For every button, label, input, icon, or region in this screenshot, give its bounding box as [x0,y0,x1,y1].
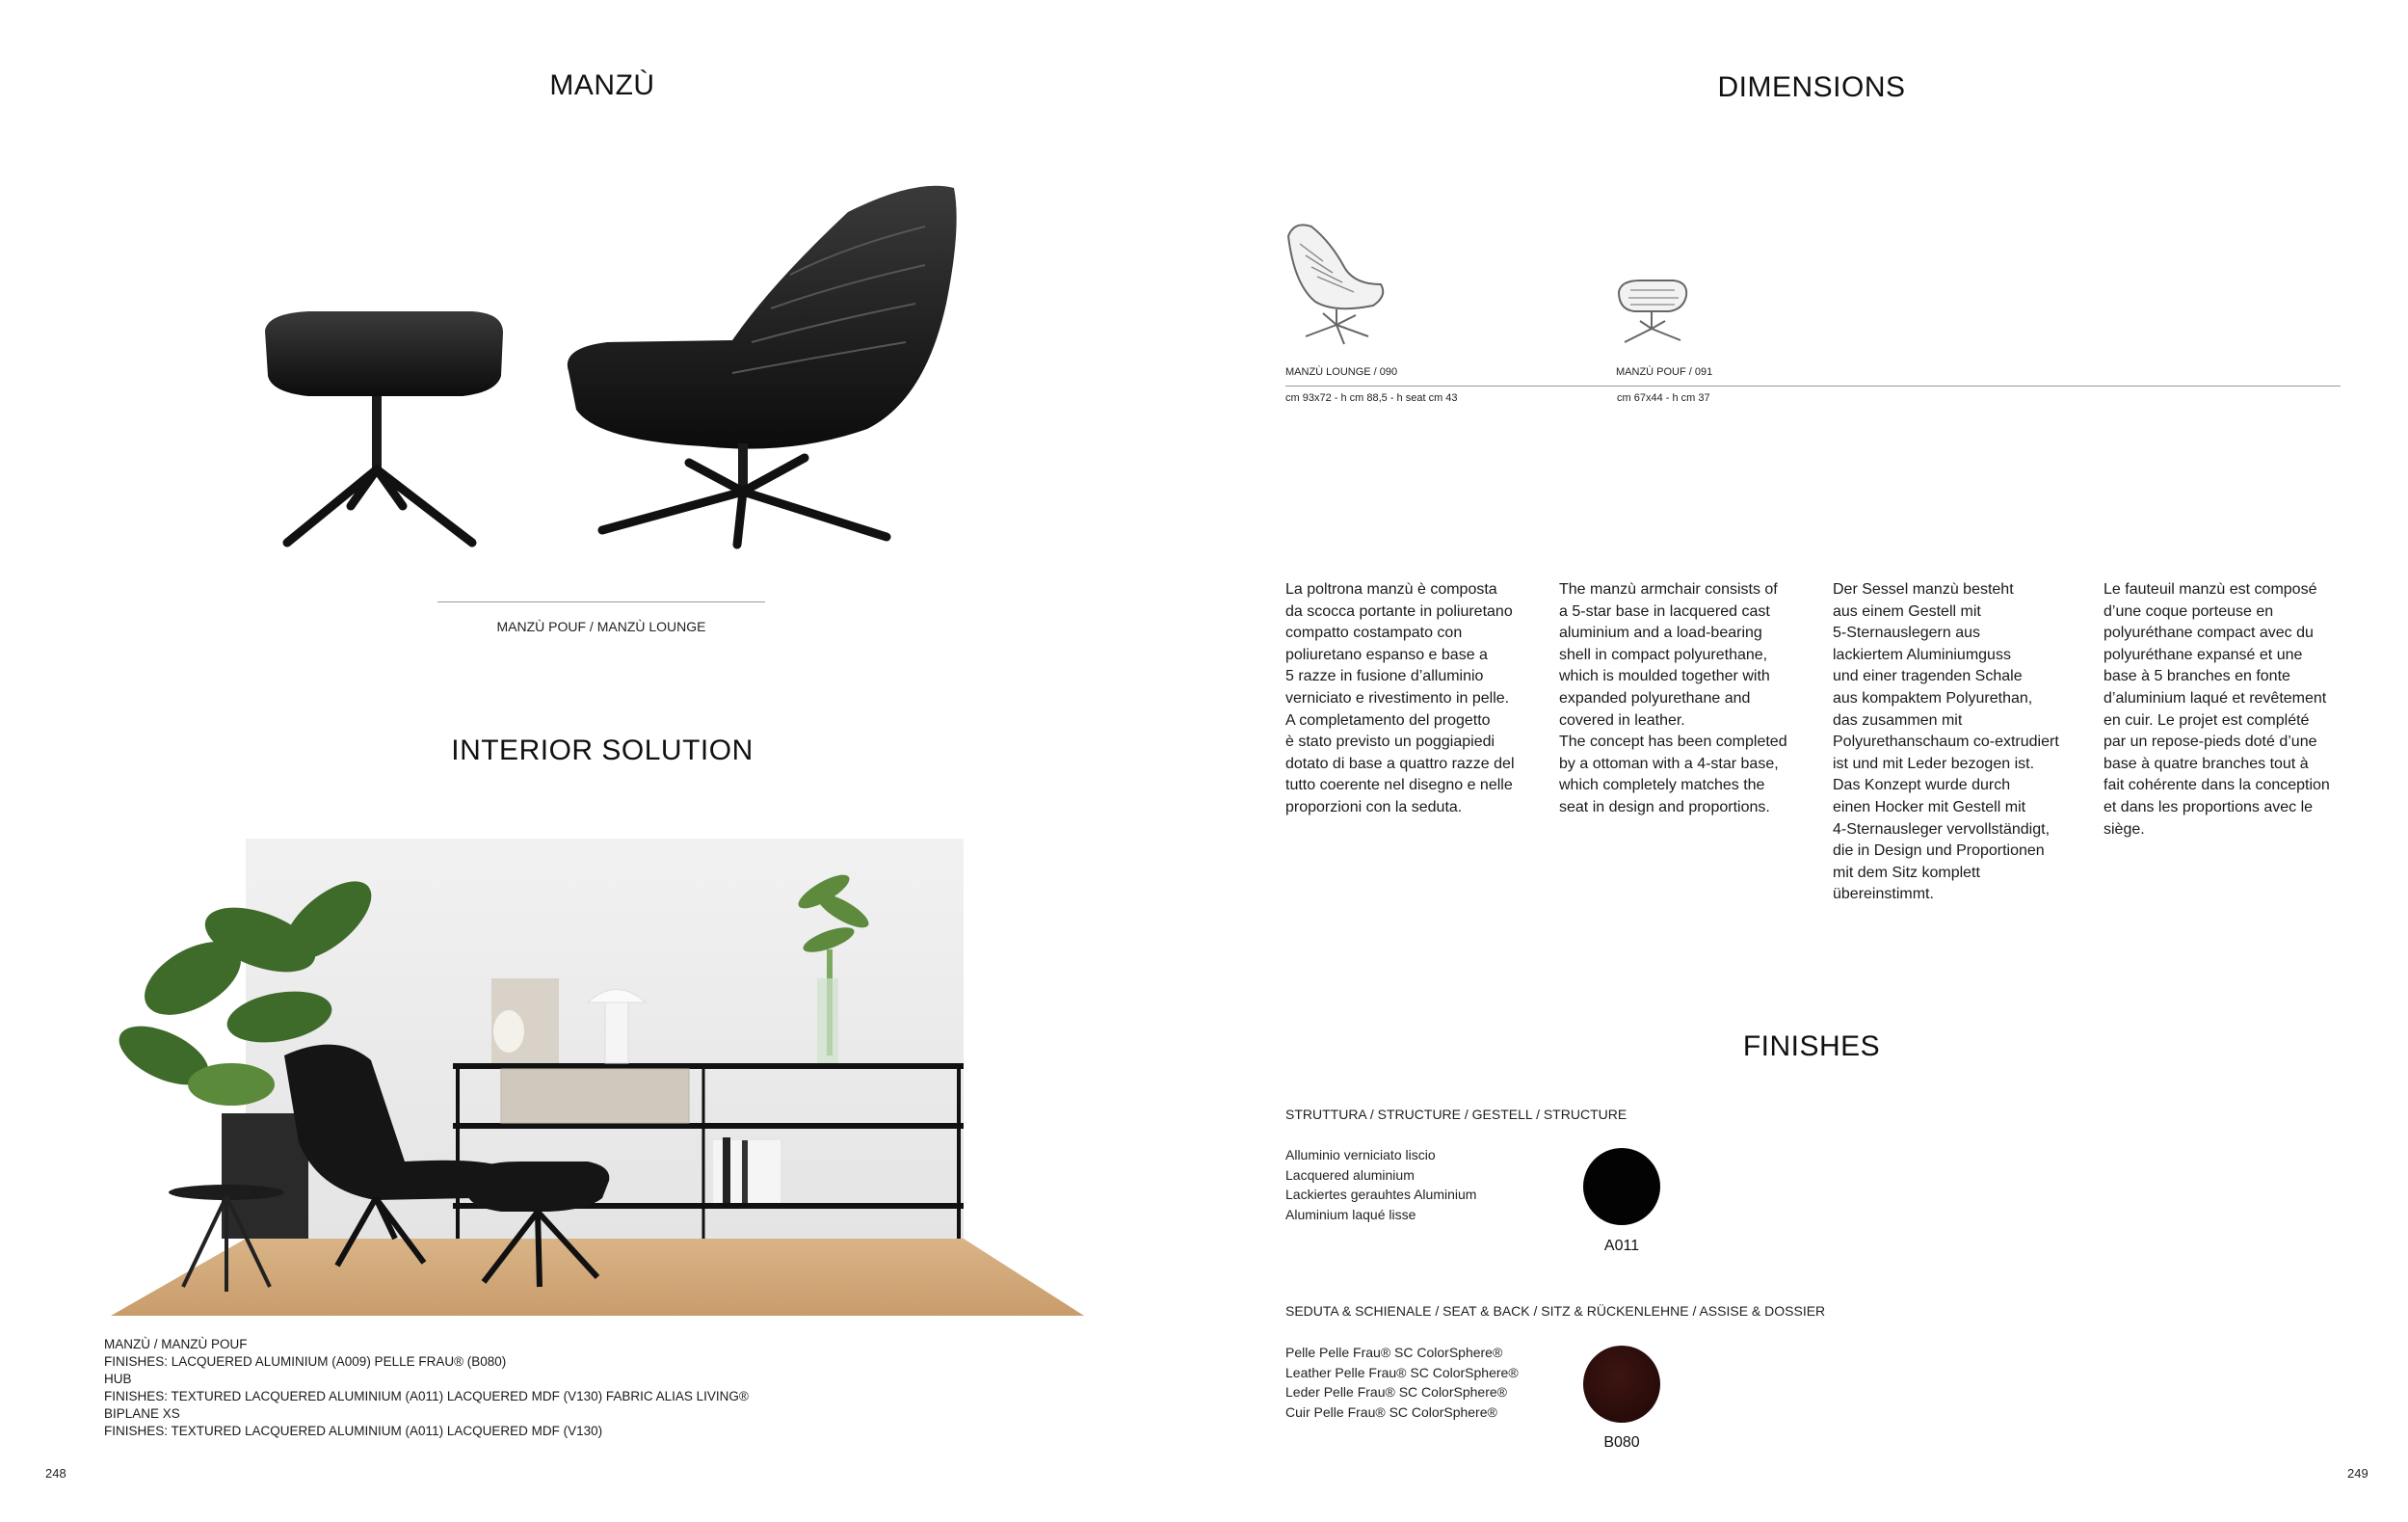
vase [493,1010,524,1053]
finish-group-seat [1285,1303,1825,1319]
product-photo [251,169,964,554]
lounge-size: cm 93x72 - h cm 88,5 - h seat cm 43 [1285,392,1458,404]
description-italian: La poltrona manzù è composta da scocca portante in poliuretano compatto costampato con poliuretano espanso e base a 5 razze in fusione d’alluminio verniciato e rivestimento in pelle. A completamento del progetto è stato previsto un poggiapiedi dotato di base a quattro razze del tutto coerente nel disegno e nelle proporzioni con la seduta. [1285,581,1515,815]
finish-group-structure [1285,1107,1627,1122]
interior-scene-image [106,834,1089,1325]
swatch-a011[interactable] [1583,1148,1660,1225]
pouf-image [265,311,503,543]
finishes-title: FINISHES [1742,1030,1881,1062]
description-german: Der Sessel manzù besteht aus einem Gestell mit 5-Sternauslegern aus lackiertem Aluminiumguss und einer tragenden Schale aus kompaktem Polyurethan, das zusammen mit Polyurethanschaum co-extrudiert ist und mit Leder bezogen ist. Das Konzept wurde durch einen Hocker mit Gestell mit 4-Sternausleger vervollständigt, die in Design und Proportionen mit dem Sitz komplett übereinstimmt. [1833,581,2059,903]
lounge-chair-image [568,186,957,545]
finish-group-heading: SEDUTA & SCHIENALE / SEAT & BACK / SITZ & RÜCKENLEHNE / ASSISE & DOSSIER [1285,1303,1826,1319]
product-title: MANZÙ [549,69,655,101]
dimensions-rule [1285,386,2341,387]
finish-group-heading: STRUTTURA / STRUCTURE / GESTELL / STRUCTURE [1285,1107,1627,1122]
finishes-credits: MANZÙ / MANZÙ POUF FINISHES: LACQUERED ALUMINIUM (A009) PELLE FRAU® (B080) HUB FINISHES: TEXTURED LACQUERED ALUMINIUM (A011) LACQUERED MDF (V130) FABRIC ALIAS LIVING® BIPLANE XS FINISHES: TEXTURED LACQUERED ALUMINIUM (A011) LACQUERED MDF (V130) [104,1337,749,1438]
finish-seat-lines: Pelle Pelle Frau® SC ColorSphere® Leather Pelle Frau® SC ColorSphere® Leder Pelle Frau® SC ColorSphere® Cuir Pelle Frau® SC ColorSphere® [1285,1345,1519,1420]
interior-solution-title: INTERIOR SOLUTION [451,734,754,766]
swatch-a011-code: A011 [1603,1238,1640,1254]
swatch-b080[interactable] [1583,1346,1660,1423]
pouf-size: cm 67x44 - h cm 37 [1617,392,1710,404]
lounge-drawing [1277,217,1397,347]
description-english: The manzù armchair consists of a 5-star base in lacquered cast aluminium and a load-bearing shell in compact polyurethane, which is moulded together with expanded polyurethane and covered in leather. The concept has been completed by a ottoman with a 4-star base, which completely matches the seat in design and proportions. [1559,581,1787,815]
description-french: Le fauteuil manzù est composé d’une coque porteuse en polyuréthane compact avec du polyuréthane expansé et une base à 5 branches en fonte d’aluminium laqué et revêtement en cuir. Le projet est complété par un repose-pieds doté d’une base à quatre branches tout à fait cohérente dans la conception et dans les proportions avec le siège. [2104,581,2330,838]
lounge-name: MANZÙ LOUNGE / 090 [1285,366,1398,378]
pouf-name: MANZÙ POUF / 091 [1616,366,1713,378]
dimensions-title: DIMENSIONS [1717,71,1906,103]
page-number-left: 248 [45,1466,66,1481]
finish-structure-lines: Alluminio verniciato liscio Lacquered aluminium Lackiertes gerauhtes Aluminium Aluminium laqué lisse [1285,1147,1477,1222]
pouf-drawing [1611,273,1693,350]
swatch-b080-code: B080 [1603,1434,1640,1451]
caption-rule [437,601,765,602]
product-caption: MANZÙ POUF / MANZÙ LOUNGE [496,619,706,634]
page-number-right: 249 [2347,1466,2368,1481]
